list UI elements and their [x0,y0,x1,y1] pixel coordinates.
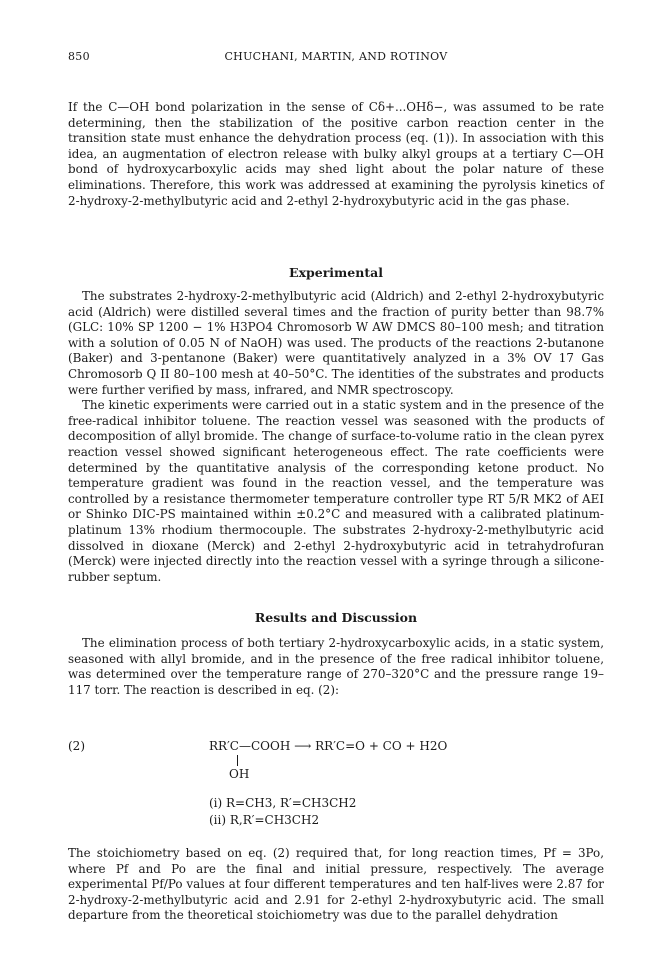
experimental-paragraph-2: The kinetic experiments were carried out in a static system and in the presence of the free-radical inhibitor toluene. The reaction vessel was seasoned with the products of decomposition of allyl bromide. The change of surface-to-volume ratio in the clean pyrex reaction vessel showed significant heterogeneous effect. The rate coefficients were determined by the quantitative analysis of the corresponding ketone product. No temperature gradient was found in the reaction vessel, and the temperature was controlled by a resistance thermometer temperature controller type RT 5/R MK2 of AEI or Shinko DIC-PS maintained within ±0.2°C and measured with a calibrated platinum-platinum 13% rhodium thermocouple. The substrates 2-hydroxy-2-methylbutyric acid dissolved in dioxane (Merck) and 2-ethyl 2-hydroxybutyric acid in tetrahydrofuran (Merck) were injected directly into the reaction vessel with a syringe through a silicone-rubber septum. [68,398,604,584]
equation-substituent: OH [229,767,250,781]
results-intro [68,636,604,698]
page-header [68,50,604,66]
experimental-paragraph-1: The substrates 2-hydroxy-2-methylbutyric acid (Aldrich) and 2-ethyl 2-hydroxybutyric acid (Aldrich) were distilled several times and the fraction of purity better than 98.7% (GLC: 10% SP 1200 − 1% H3PO4 Chromosorb W AW DMCS 80–100 mesh; and titration with a solution of 0.05 N of NaOH) was used. The products of the reactions 2-butanone (Baker) and 3-pentanone (Baker) were quantitatively analyzed in a 3% OV 17 Gas Chromosorb Q II 80–100 mesh at 40–50°C. The identities of the substrates and products were further verified by mass, infrared, and NMR spectroscopy. [68,289,604,397]
results-paragraph-1: The elimination process of both tertiary 2-hydroxycarboxylic acids, in a static system, seasoned with allyl bromide, and in the presence of the free radical inhibitor toluene, was determined over the temperature range of 270–320°C and the pressure range 19–117 torr. The reaction is described in eq. (2): [68,636,604,697]
results-body [68,846,604,924]
results-paragraph-2: The stoichiometry based on eq. (2) required that, for long reaction times, Pf = 3Po, where Pf and Po are the final and initial pressure, respectively. The average experimental Pf/Po values at four different temperatures and ten half-lives were 2.87 for 2-hydroxy-2-methylbutyric acid and 2.91 for 2-ethyl 2-hydroxybutyric acid. The small departure from the theoretical stoichiometry was due to the parallel dehydration [68,846,604,923]
equation-case-i: (i) R=CH3, R′=CH3CH2 [209,796,357,810]
equation-bond-line [237,755,238,766]
equation-number: (2) [68,739,85,753]
intro-paragraph: If the C—OH bond polarization in the sense of Cδ+...OHδ−, was assumed to be rate determining, then the stabilization of the positive carbon reaction center in the transition state must enhance the dehydration process (eq. (1)). In association with this idea, an augmentation of electron release with bulky alkyl groups at a tertiary C—OH bond of hydroxycarboxylic acids may shed light about the polar nature of these eliminations. Therefore, this work was addressed at examining the pyrolysis kinetics of 2-hydroxy-2-methylbutyric acid and 2-ethyl 2-hydroxybutyric acid in the gas phase. [68,100,604,208]
experimental-heading: Experimental [289,265,383,280]
page-number: 850 [68,50,90,63]
intro-section [68,100,604,209]
results-heading: Results and Discussion [254,610,418,625]
experimental-section [68,289,604,585]
running-head: CHUCHANI, MARTIN, AND ROTINOV [224,50,448,63]
equation-case-ii: (ii) R,R′=CH3CH2 [209,813,320,827]
equation-main: RR′C—COOH ⟶ RR′C=O + CO + H2O [209,739,448,753]
